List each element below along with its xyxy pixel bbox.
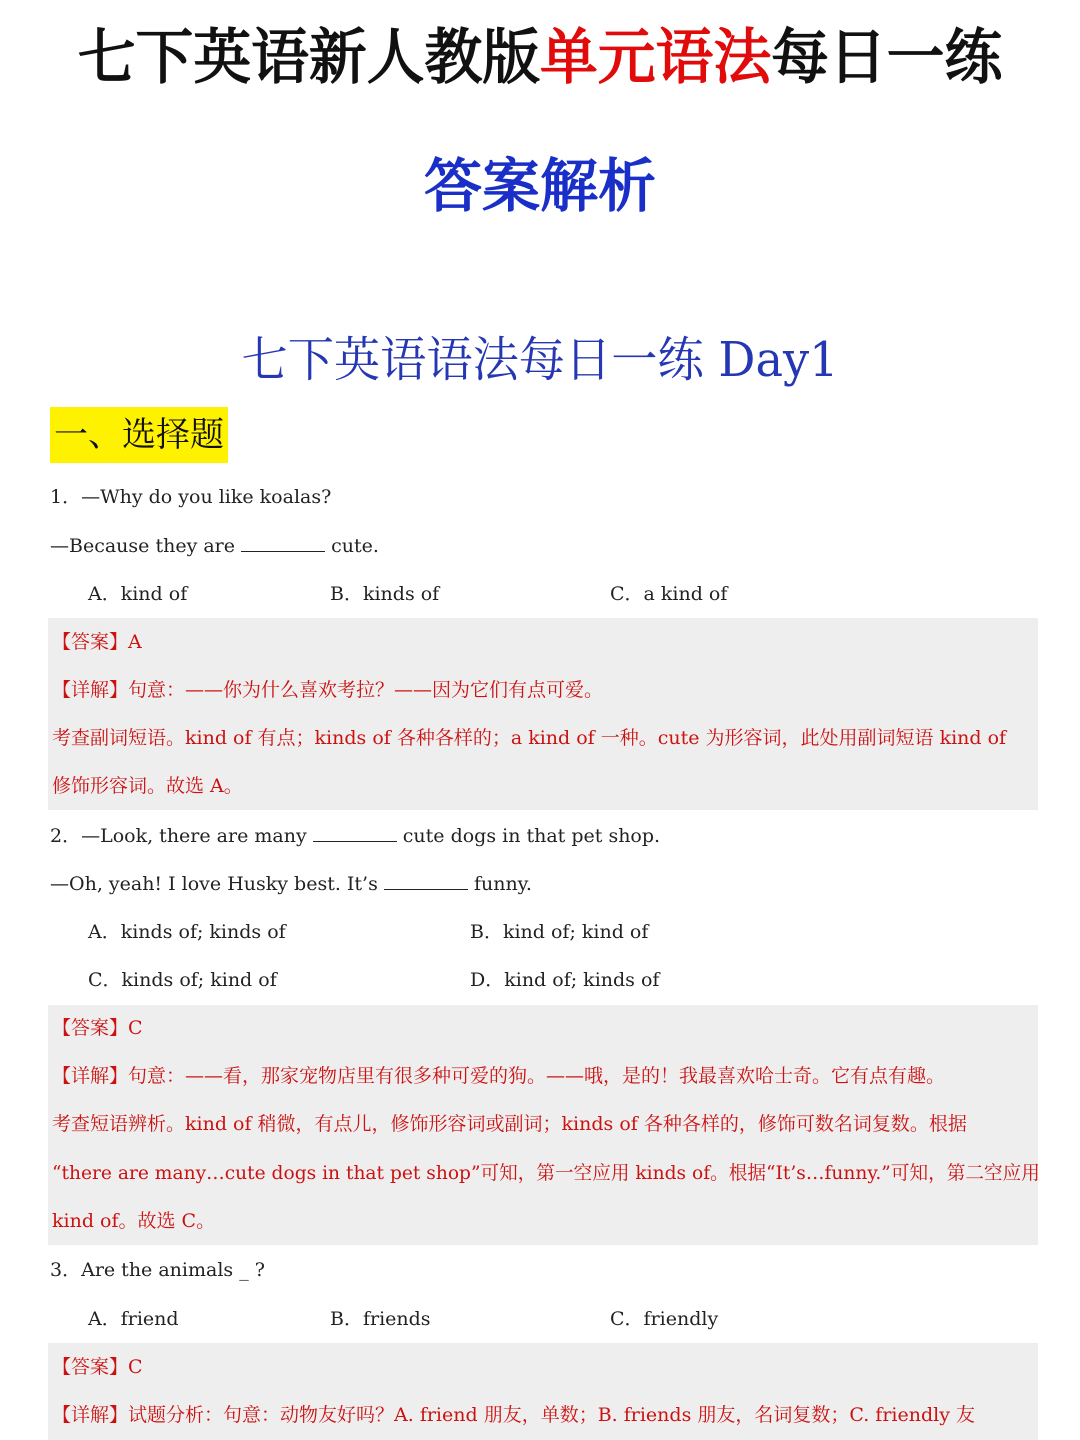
section-heading: 一、选择题 bbox=[50, 407, 228, 463]
question-text: —Oh, yeah! I love Husky best. It’s bbox=[50, 873, 378, 895]
explanation-line bbox=[52, 676, 603, 704]
question-number: 1． bbox=[50, 486, 82, 508]
question-2-line-2 bbox=[50, 870, 532, 898]
main-title-part2: 每日一练 bbox=[771, 23, 1003, 93]
question-number: 3． bbox=[50, 1259, 82, 1281]
option-a: A．kinds of; kinds of bbox=[88, 921, 286, 943]
answer-line bbox=[52, 1014, 143, 1042]
explanation-text: 句意：——你为什么喜欢考拉？——因为它们有点可爱。 bbox=[128, 679, 604, 701]
question-text: cute dogs in that pet shop. bbox=[402, 825, 661, 847]
explanation-text: 试题分析：句意：动物友好吗？A. friend 朋友，单数；B. friends 朋友，名词复数；C. friendly 友 bbox=[128, 1404, 975, 1426]
subtitle: 答案解析 bbox=[423, 152, 656, 220]
explanation-line bbox=[52, 1401, 975, 1429]
answer-label: 【答案】 bbox=[52, 1017, 129, 1039]
explanation-text: 句意：——看，那家宠物店里有很多种可爱的狗。——哦，是的！我最喜欢哈士奇。它有点有趣。 bbox=[128, 1065, 946, 1087]
answer-value: C bbox=[128, 1017, 143, 1039]
explanation-text: 考查副词短语。kind of 有点；kinds of 各种各样的；a kind of 一种。cute 为形容词，此处用副词短语 kind of bbox=[52, 727, 1007, 749]
answer-label: 【答案】 bbox=[52, 631, 129, 653]
option-b: B．friends bbox=[330, 1308, 431, 1330]
question-1-line-1 bbox=[50, 483, 331, 511]
explanation-text: 考查短语辨析。kind of 稍微，有点儿，修饰形容词或副词；kinds of 各种各样的，修饰可数名词复数。根据 bbox=[52, 1113, 967, 1135]
explain-label: 【详解】 bbox=[52, 1404, 129, 1426]
question-text: —Because they are bbox=[50, 535, 235, 557]
answer-blank bbox=[384, 871, 468, 890]
question-2-line-1 bbox=[50, 822, 660, 850]
main-title bbox=[20, 20, 1060, 96]
explain-label: 【详解】 bbox=[52, 679, 129, 701]
question-text: cute. bbox=[331, 535, 379, 557]
option-a: A．kind of bbox=[88, 583, 188, 605]
explanation-line bbox=[52, 1062, 945, 1090]
answer-blank bbox=[241, 533, 325, 552]
answer-line bbox=[52, 628, 142, 656]
answer-line bbox=[52, 1353, 143, 1381]
question-text: funny. bbox=[473, 873, 532, 895]
question-text: —Look, there are many bbox=[81, 825, 307, 847]
answer-blank bbox=[313, 823, 397, 842]
option-c: C．friendly bbox=[610, 1308, 719, 1330]
option-b: B．kind of; kind of bbox=[470, 921, 649, 943]
question-text: —Why do you like koalas? bbox=[81, 486, 332, 508]
option-a: A．friend bbox=[88, 1308, 179, 1330]
question-1-line-2 bbox=[50, 532, 379, 560]
question-number: 2． bbox=[50, 825, 82, 847]
question-3-line-1 bbox=[50, 1256, 265, 1284]
question-text: Are the animals _ ? bbox=[81, 1259, 265, 1281]
explanation-text: 修饰形容词。故选 A。 bbox=[52, 775, 243, 797]
answer-value: A bbox=[128, 631, 142, 653]
answer-value: C bbox=[128, 1356, 143, 1378]
answer-label: 【答案】 bbox=[52, 1356, 129, 1378]
main-title-part1: 七下英语新人教版 bbox=[77, 23, 541, 93]
explanation-text: “there are many…cute dogs in that pet shop”可知，第一空应用 kinds of。根据“It’s…funny.”可知，第二空应用 bbox=[52, 1162, 1040, 1184]
option-b: B．kinds of bbox=[330, 583, 440, 605]
option-c: C．a kind of bbox=[610, 583, 728, 605]
option-c: C．kinds of; kind of bbox=[88, 969, 277, 991]
main-title-highlight: 单元语法 bbox=[540, 23, 772, 93]
day-title: 七下英语语法每日一练 Day1 bbox=[241, 332, 839, 388]
explanation-text: kind of。故选 C。 bbox=[52, 1210, 216, 1232]
option-d: D．kind of; kinds of bbox=[470, 969, 660, 991]
explain-label: 【详解】 bbox=[52, 1065, 129, 1087]
